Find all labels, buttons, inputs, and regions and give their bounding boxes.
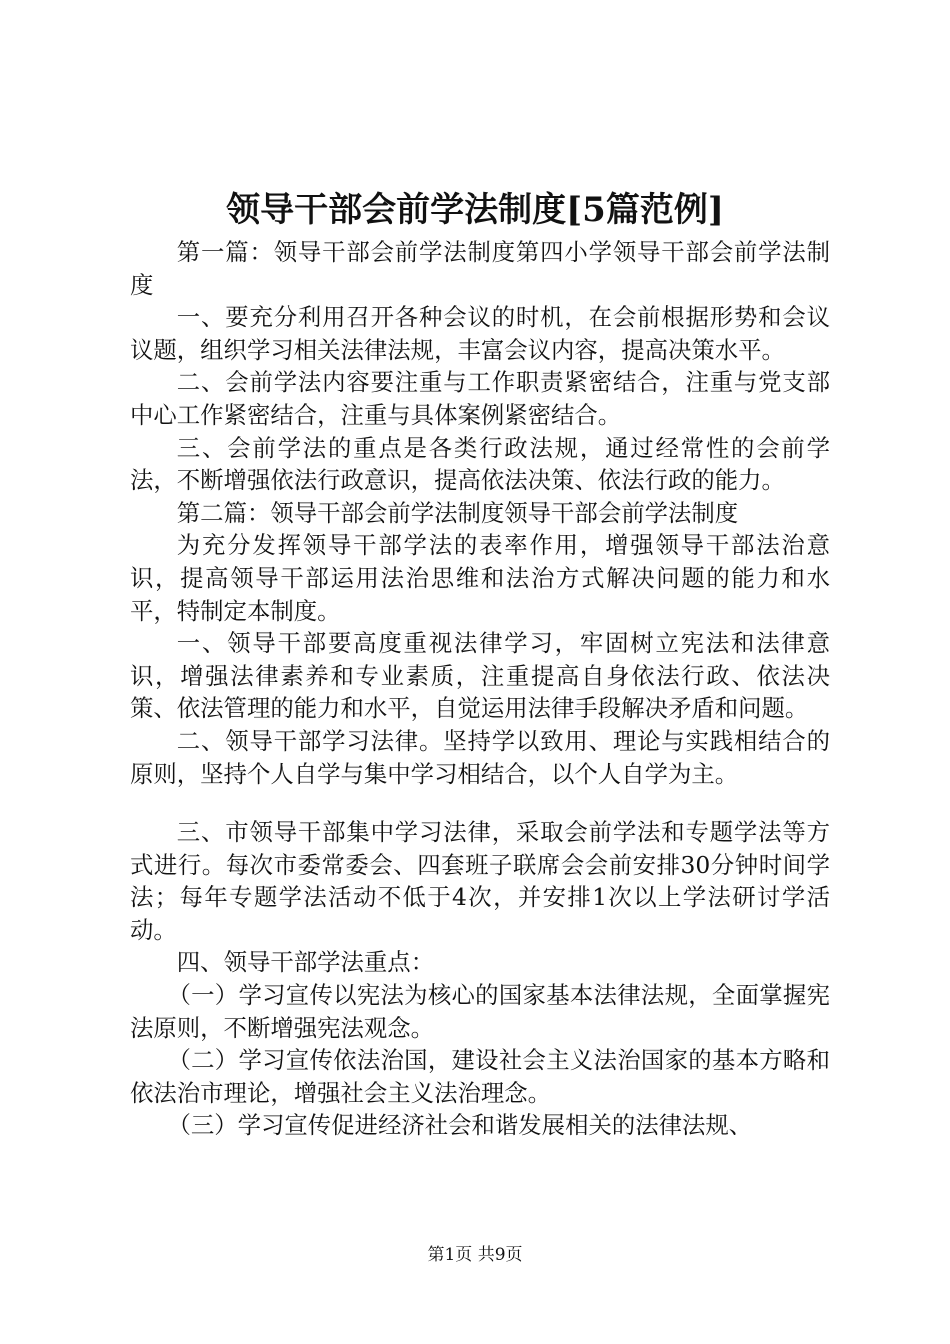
document-title: 领导干部会前学法制度[5篇范例] [226,190,724,230]
paragraph-part-two-heading: 第二篇：领导干部会前学法制度领导干部会前学法制度 [176,498,739,527]
paragraph: 二、领导干部学习法律。坚持学以致用、理论与实践相结合的原则，坚持个人自学与集中学习相结合，以个人自学为主。 [130,726,830,788]
page-number-footer: 第1页 共9页 [427,1245,523,1265]
paragraph: 四、领导干部学法重点： [176,948,435,977]
paragraph: （一）学习宣传以宪法为核心的国家基本法律法规，全面掌握宪法原则，不断增强宪法观念。 [130,981,830,1042]
paragraph: 二、会前学法内容要注重与工作职责紧密结合，注重与党支部中心工作紧密结合，注重与具体案例紧密结合。 [130,368,830,429]
paragraph: 一、要充分利用召开各种会议的时机，在会前根据形势和会议议题，组织学习相关法律法规，丰富会议内容，提高决策水平。 [130,303,830,364]
document-body [130,236,830,1142]
paragraph: 为充分发挥领导干部学法的表率作用，增强领导干部法治意识，提高领导干部运用法治思维和法治方式解决问题的能力和水平，特制定本制度。 [130,531,830,625]
paragraph: 三、会前学法的重点是各类行政法规，通过经常性的会前学法，不断增强依法行政意识，提高依法决策、依法行政的能力。 [130,433,830,495]
paragraph-part-one-heading: 第一篇：领导干部会前学法制度第四小学领导干部会前学法制度 [130,238,830,299]
paragraph: 三、市领导干部集中学习法律，采取会前学法和专题学法等方式进行。每次市委常委会、四套班子联席会会前安排30分钟时间学法；每年专题学法活动不低于4次，并安排1次以上学法研讨学活动。 [130,818,830,944]
paragraph: 一、领导干部要高度重视法律学习，牢固树立宪法和法律意识，增强法律素养和专业素质，注重提高自身依法行政、依法决策、依法管理的能力和水平，自觉运用法律手段解决矛盾和问题。 [130,629,830,723]
paragraph: （三）学习宣传促进经济社会和谐发展相关的法律法规、 [167,1111,753,1140]
paragraph: （二）学习宣传依法治国，建设社会主义法治国家的基本方略和依法治市理论，增强社会主义法治理念。 [130,1046,830,1107]
